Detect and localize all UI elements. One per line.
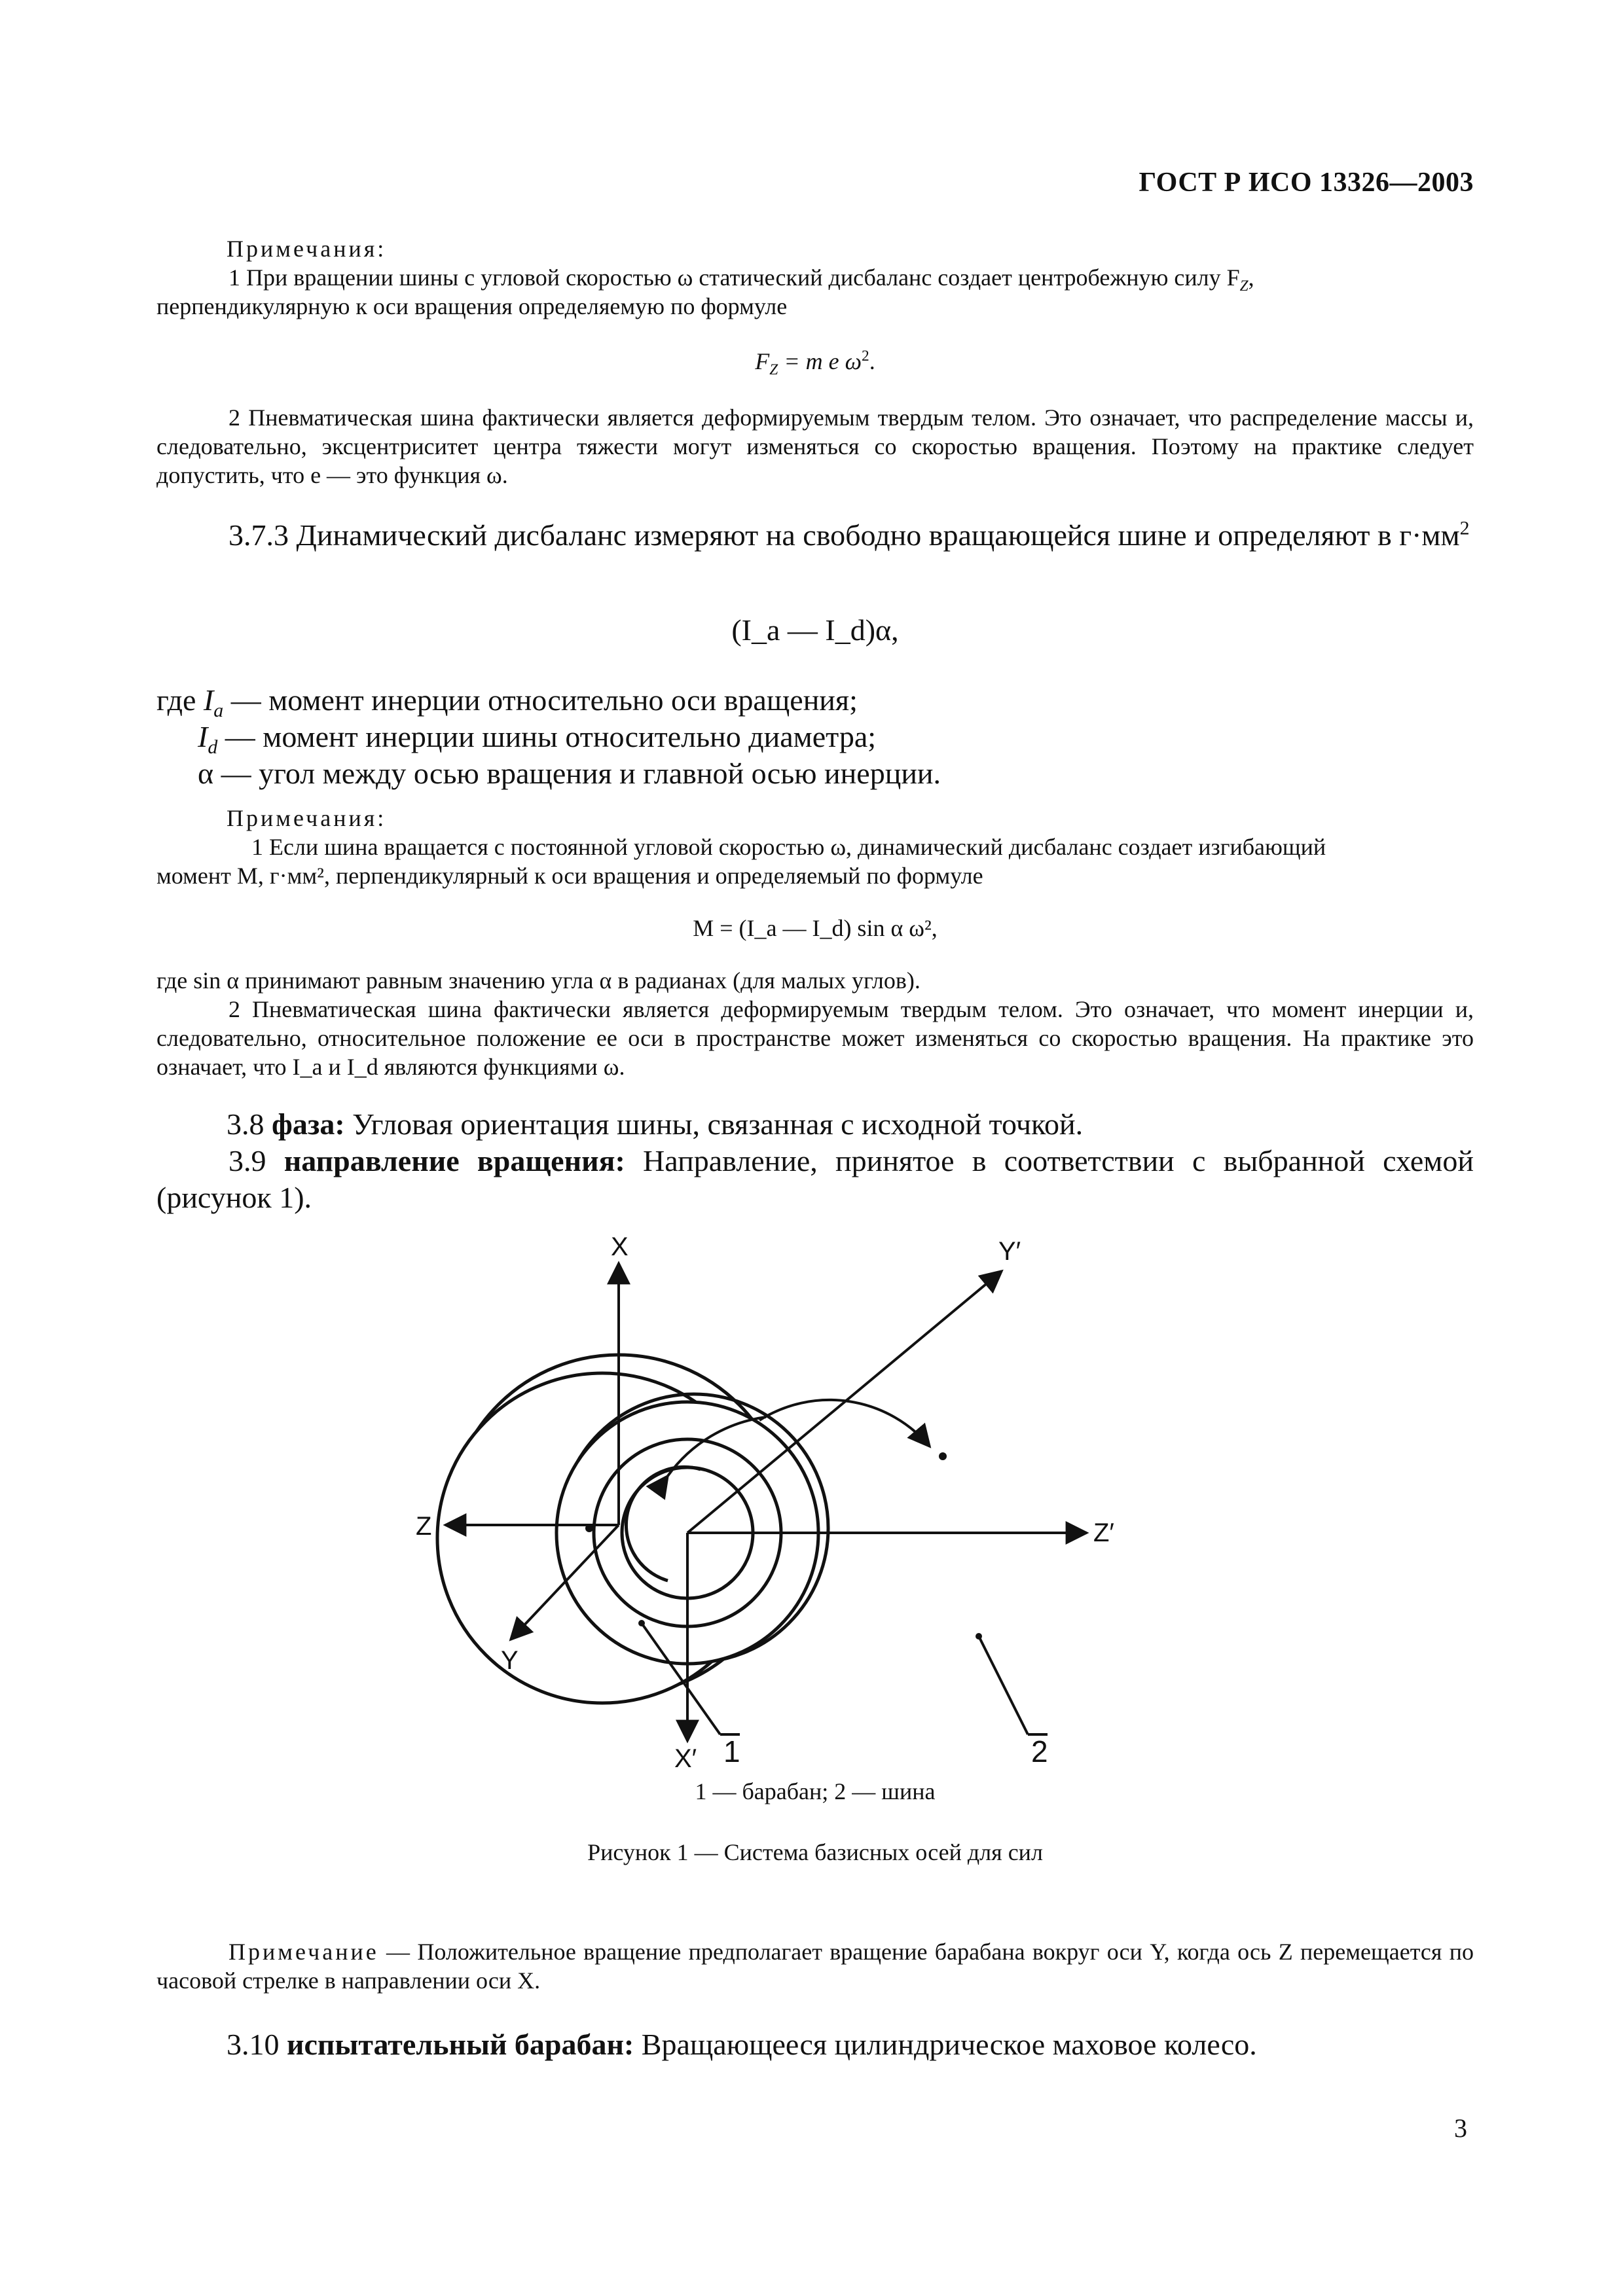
section-3-9-number: 3.9 [228,1144,266,1177]
where-symbol-alpha: α [198,757,214,790]
section-3-9-term: направление вращения: [283,1144,625,1177]
formula-moment: M = (I_a — I_d) sin α ω², [693,915,938,941]
label-z-prime: Z′ [1093,1518,1114,1547]
formula-fz-sub: Z [769,361,778,379]
callout-1: 1 [723,1734,740,1768]
notes2-note2: 2 Пневматическая шина фактически является деформируемым твердым телом. Это означает, что момент инерции и, следовательно, относительное положение ее оси в пространстве может изменяться со скоростью вращения. На практике это означает, что I_a и I_d являются функциями ω. [156,996,1474,1080]
formula-fz-lhs: F [755,348,770,374]
note-2-paragraph: 2 Пневматическая шина фактически является деформируемым твердым телом. Это означает, что распределение массы и, следовательно, эксцентриситет центра тяжести могут изменяться со скоростью вращения. Поэтому на практике следует допустить, что e — это функция ω. [156,404,1474,488]
section-3-10-term: испытательный барабан: [287,2028,634,2061]
drum-reference-dot [585,1524,593,1532]
section-3-10 [227,2026,1257,2063]
notes2-note1-line1: 1 Если шина вращается с постоянной угловой скоростью ω, динамический дисбаланс создает изгибающий [251,834,1326,860]
where-desc-1: — момент инерции относительно оси вращения; [223,683,858,717]
formula-fz-sup: 2 [862,348,869,365]
label-y-prime: Y′ [998,1237,1021,1266]
section-3-7-3 [156,517,1474,554]
section-3-10-text: Вращающееся цилиндрическое маховое колесо. [634,2028,1257,2061]
section-3-8-number: 3.8 [227,1107,264,1141]
where-line-1 [156,682,858,722]
page-number: 3 [1454,2113,1467,2143]
section-3-8 [227,1106,1083,1143]
figure-note-text: — Положительное вращение предполагает вращение барабана вокруг оси Y, когда ось Z перемещается по часовой стрелке в направлении оси X. [156,1939,1474,1994]
note-1-sub: Z [1239,278,1249,295]
where-sub-a: a [213,700,224,722]
notes-label: Примечания: [227,236,387,262]
where-desc-2: — момент инерции шины относительно диаметра; [217,720,877,753]
figure-caption: Рисунок 1 — Система базисных осей для сил [587,1839,1043,1865]
note-1-line2: перпендикулярную к оси вращения определяемую по формуле [156,293,788,319]
callout-2: 2 [1031,1734,1048,1768]
section-3-8-term: фаза: [272,1107,345,1141]
where-symbol-ia: I [203,683,214,717]
formula-dynamic: (I_a — I_d)α, [731,613,899,647]
section-3-8-text: Угловая ориентация шины, связанная с исходной точкой. [344,1107,1084,1141]
section-3-7-3-text: 3.7.3 Динамический дисбаланс измеряют на свободно вращающейся шине и определяют в г·мм [228,518,1460,552]
section-3-9-text: Направление, принятое в соответствии с выбранной схемой (рисунок 1). [156,1144,1474,1214]
callout-leader-2 [979,1636,1028,1734]
where-line-3 [198,755,941,792]
figure-note [156,1937,1474,1995]
formula-fz-rhs: = m e ω [778,348,862,374]
where-desc-3: — угол между осью вращения и главной осью инерции. [213,757,941,790]
section-3-9 [156,1143,1474,1216]
figure-axes-diagram [393,1230,1244,1820]
tire-rotation-arrow [759,1400,930,1446]
label-y: Y [501,1646,519,1675]
section-3-7-3-sup: 2 [1459,517,1470,539]
tire-center-dot [976,1633,982,1640]
note-1-end: , [1248,264,1254,291]
label-x: X [611,1232,629,1261]
notes-label-2: Примечания: [227,805,387,831]
figure-note-label: Примечание [228,1939,379,1965]
label-x-prime: X′ [674,1744,697,1773]
where-sub-d: d [208,736,218,759]
where-line-2 [198,719,877,759]
notes2-where: где sin α принимают равным значению угла α в радианах (для малых углов). [156,967,921,994]
label-z: Z [416,1512,432,1541]
document-header: ГОСТ Р ИСО 13326—2003 [1139,168,1474,198]
where-symbol-id: I [198,720,208,753]
note-1-text: 1 При вращении шины с угловой скоростью ω статический дисбаланс создает центробежную силу F [228,264,1240,291]
drum-center-dot [638,1620,645,1626]
where-prefix: где [156,683,204,717]
figure-legend: 1 — барабан; 2 — шина [695,1778,936,1804]
formula-fz [156,347,1474,379]
formula-fz-end: . [869,348,875,374]
notes2-note1-line2: момент M, г·мм², перпендикулярный к оси вращения и определяемый по формуле [156,863,983,889]
tire-reference-dot [939,1452,947,1460]
section-3-10-number: 3.10 [227,2028,280,2061]
note-1-paragraph [156,263,1474,321]
